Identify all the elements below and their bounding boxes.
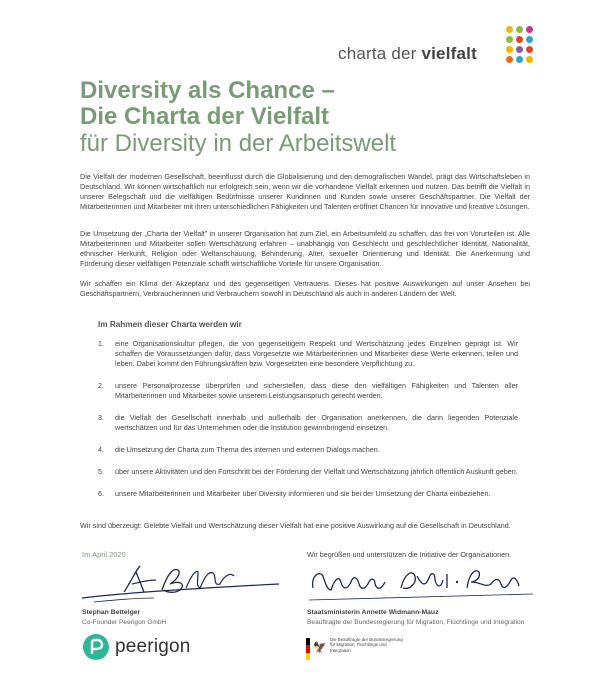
logo-dot (526, 46, 533, 53)
bundesregierung-text (330, 637, 450, 653)
signer-right-name: Staatsministerin Annette Widmann-Mauz (307, 609, 439, 616)
list-item-text: die Umsetzung der Charta zum Thema des internen und externen Dialogs machen. (115, 445, 380, 454)
peerigon-wordmark: peerigon (115, 636, 191, 657)
logo-dot (516, 26, 523, 33)
list-item-text: unsere Mitarbeiterinnen und Mitarbeiter über Diversity informieren und sie bei der Umsetzung der Charta einbeziehen. (115, 489, 491, 498)
page-title (80, 78, 550, 157)
title-line-3: für Diversity in der Arbeitswelt (80, 130, 397, 157)
list-item-text: unsere Personalprozesse überprüfen und sicherstellen, dass diese den vielfältigen Fähigkeiten und Talenten aller Mitarbeiterinnen und Mitarbeiter sowie unserem Leistungsanspruch gerecht werden. (115, 381, 518, 400)
logo-dot (516, 46, 523, 53)
commitments-heading: Im Rahmen dieser Charta werden wir (98, 320, 242, 329)
commitments-list (98, 339, 518, 511)
closing-statement: Wir sind überzeugt: Gelebte Vielfalt und Wertschätzung dieser Vielfalt hat eine positive Auswirkung auf die Gesellschaft in Deutschland. (80, 521, 511, 530)
list-item-number: 3. (98, 413, 104, 422)
list-item-number: 6. (98, 489, 104, 498)
logo-dot (506, 36, 513, 43)
list-item-text: über unsere Aktivitäten und den Fortschritt bei der Förderung der Vielfalt und Wertschätzung jährlich öffentlich Auskunft geben. (115, 467, 518, 476)
intro-paragraph-3: Wir schaffen ein Klima der Akzeptanz und des gegenseitigen Vertrauens. Dieses hat positive Auswirkungen auf unser Ansehen bei Geschäftspartnern, Verbraucherinnen und Verbrauchern sowohl in Deutschland als auch in anderen Ländern der Welt. (80, 279, 530, 298)
bund-line-2: für Migration, Flüchtlinge und (330, 642, 387, 648)
peerigon-mark-icon (83, 634, 109, 660)
logo-dot (516, 56, 523, 63)
logo-dot (526, 56, 533, 63)
signer-left-role: Co-Founder Peerigon GmbH (82, 619, 167, 626)
list-item-text: eine Organisationskultur pflegen, die von gegenseitigem Respekt und Wertschätzung jedes Einzelnen geprägt ist. Wir schaffen die Voraussetzungen dafür, dass Vorgesetzte wie Mitarbeiterinnen und Mitarbeiter diese Werte erkennen, teilen und leben. Dabei kommt den Führungskräften bzw. Vorgesetzten eine besondere Verpflichtung zu. (115, 339, 518, 368)
logo-dot (526, 36, 533, 43)
logo-dot (506, 56, 513, 63)
logo-dot (526, 26, 533, 33)
german-flag-icon (306, 638, 310, 660)
list-item (98, 489, 518, 499)
list-item-text: die Vielfalt der Gesellschaft innerhalb und außerhalb der Organisation anerkennen, die darin liegenden Potenziale wertschätzen und für das Unternehmen oder die Institution gewinnbringend einsetzen. (115, 413, 518, 432)
title-line-1: Diversity als Chance – (80, 77, 335, 104)
list-item (98, 445, 518, 455)
support-statement: Wir begrüßen und unterstützen die Initiative der Organisationen. (307, 550, 512, 559)
intro-paragraph-2: Die Umsetzung der „Charta der Vielfalt" in unserer Organisation hat zum Ziel, ein Arbeitsumfeld zu schaffen, das frei von Vorurteilen ist. Alle Mitarbeiterinnen und Mitarbeiter sollen Wertschätzung erfahren – unabhängig von Geschlecht und geschlechtlicher Identität, Nationalität, ethnischer Herkunft, Religion oder Weltanschauung, Behinderung, Alter, sexueller Orientierung und Identität. Die Anerkennung und Förderung dieser vielfältigen Potenziale schafft wirtschaftliche Vorteile für unsere Organisation. (80, 229, 530, 268)
bund-line-1: Die Beauftragte der Bundesregierung (330, 637, 403, 642)
signing-date: Im April 2020 (82, 550, 126, 559)
list-item-number: 4. (98, 445, 104, 454)
list-item-number: 2. (98, 381, 104, 390)
intro-paragraph-1: Die Vielfalt der modernen Gesellschaft, beeinflusst durch die Globalisierung und den demografischen Wandel, prägt das Wirtschaftsleben in Deutschland. Wir können wirtschaftlich nur erfolgreich sein, wenn wir die vorhandene Vielfalt erkennen und nutzen. Das betrifft die Vielfalt in unserer Belegschaft und die vielfältigen Bedürfnisse unserer Kundinnen und Kunden sowie unserer Geschäftspartner. Die Vielfalt der Mitarbeiterinnen und Mitarbeiter mit ihren unterschiedlichen Fähigkeiten und Talenten eröffnet Chancen für innovative und kreative Lösungen. (80, 172, 530, 211)
list-item (98, 413, 518, 433)
charta-der-vielfalt-logo (338, 26, 538, 74)
logo-wordmark: charta der vielfalt (338, 44, 477, 63)
logo-dot (516, 36, 523, 43)
peerigon-logo (83, 634, 233, 664)
logo-dot (506, 26, 513, 33)
signer-right-role: Beauftragte der Bundesregierung für Migration, Flüchtlinge und Integration (307, 619, 525, 626)
signature-right (305, 560, 535, 608)
list-item-number: 5. (98, 467, 104, 476)
signature-left (74, 562, 284, 608)
federal-eagle-icon: 🦅 (313, 642, 327, 654)
bundesregierung-logo (306, 636, 486, 666)
list-item (98, 467, 518, 477)
list-item-number: 1. (98, 339, 104, 348)
logo-dots-icon (506, 26, 542, 66)
signer-left-name: Stephan Bettelger (82, 609, 141, 616)
title-line-2: Die Charta der Vielfalt (80, 103, 329, 130)
bund-line-3: Integration (330, 647, 351, 653)
logo-dot (506, 46, 513, 53)
list-item (98, 339, 518, 369)
list-item (98, 381, 518, 401)
